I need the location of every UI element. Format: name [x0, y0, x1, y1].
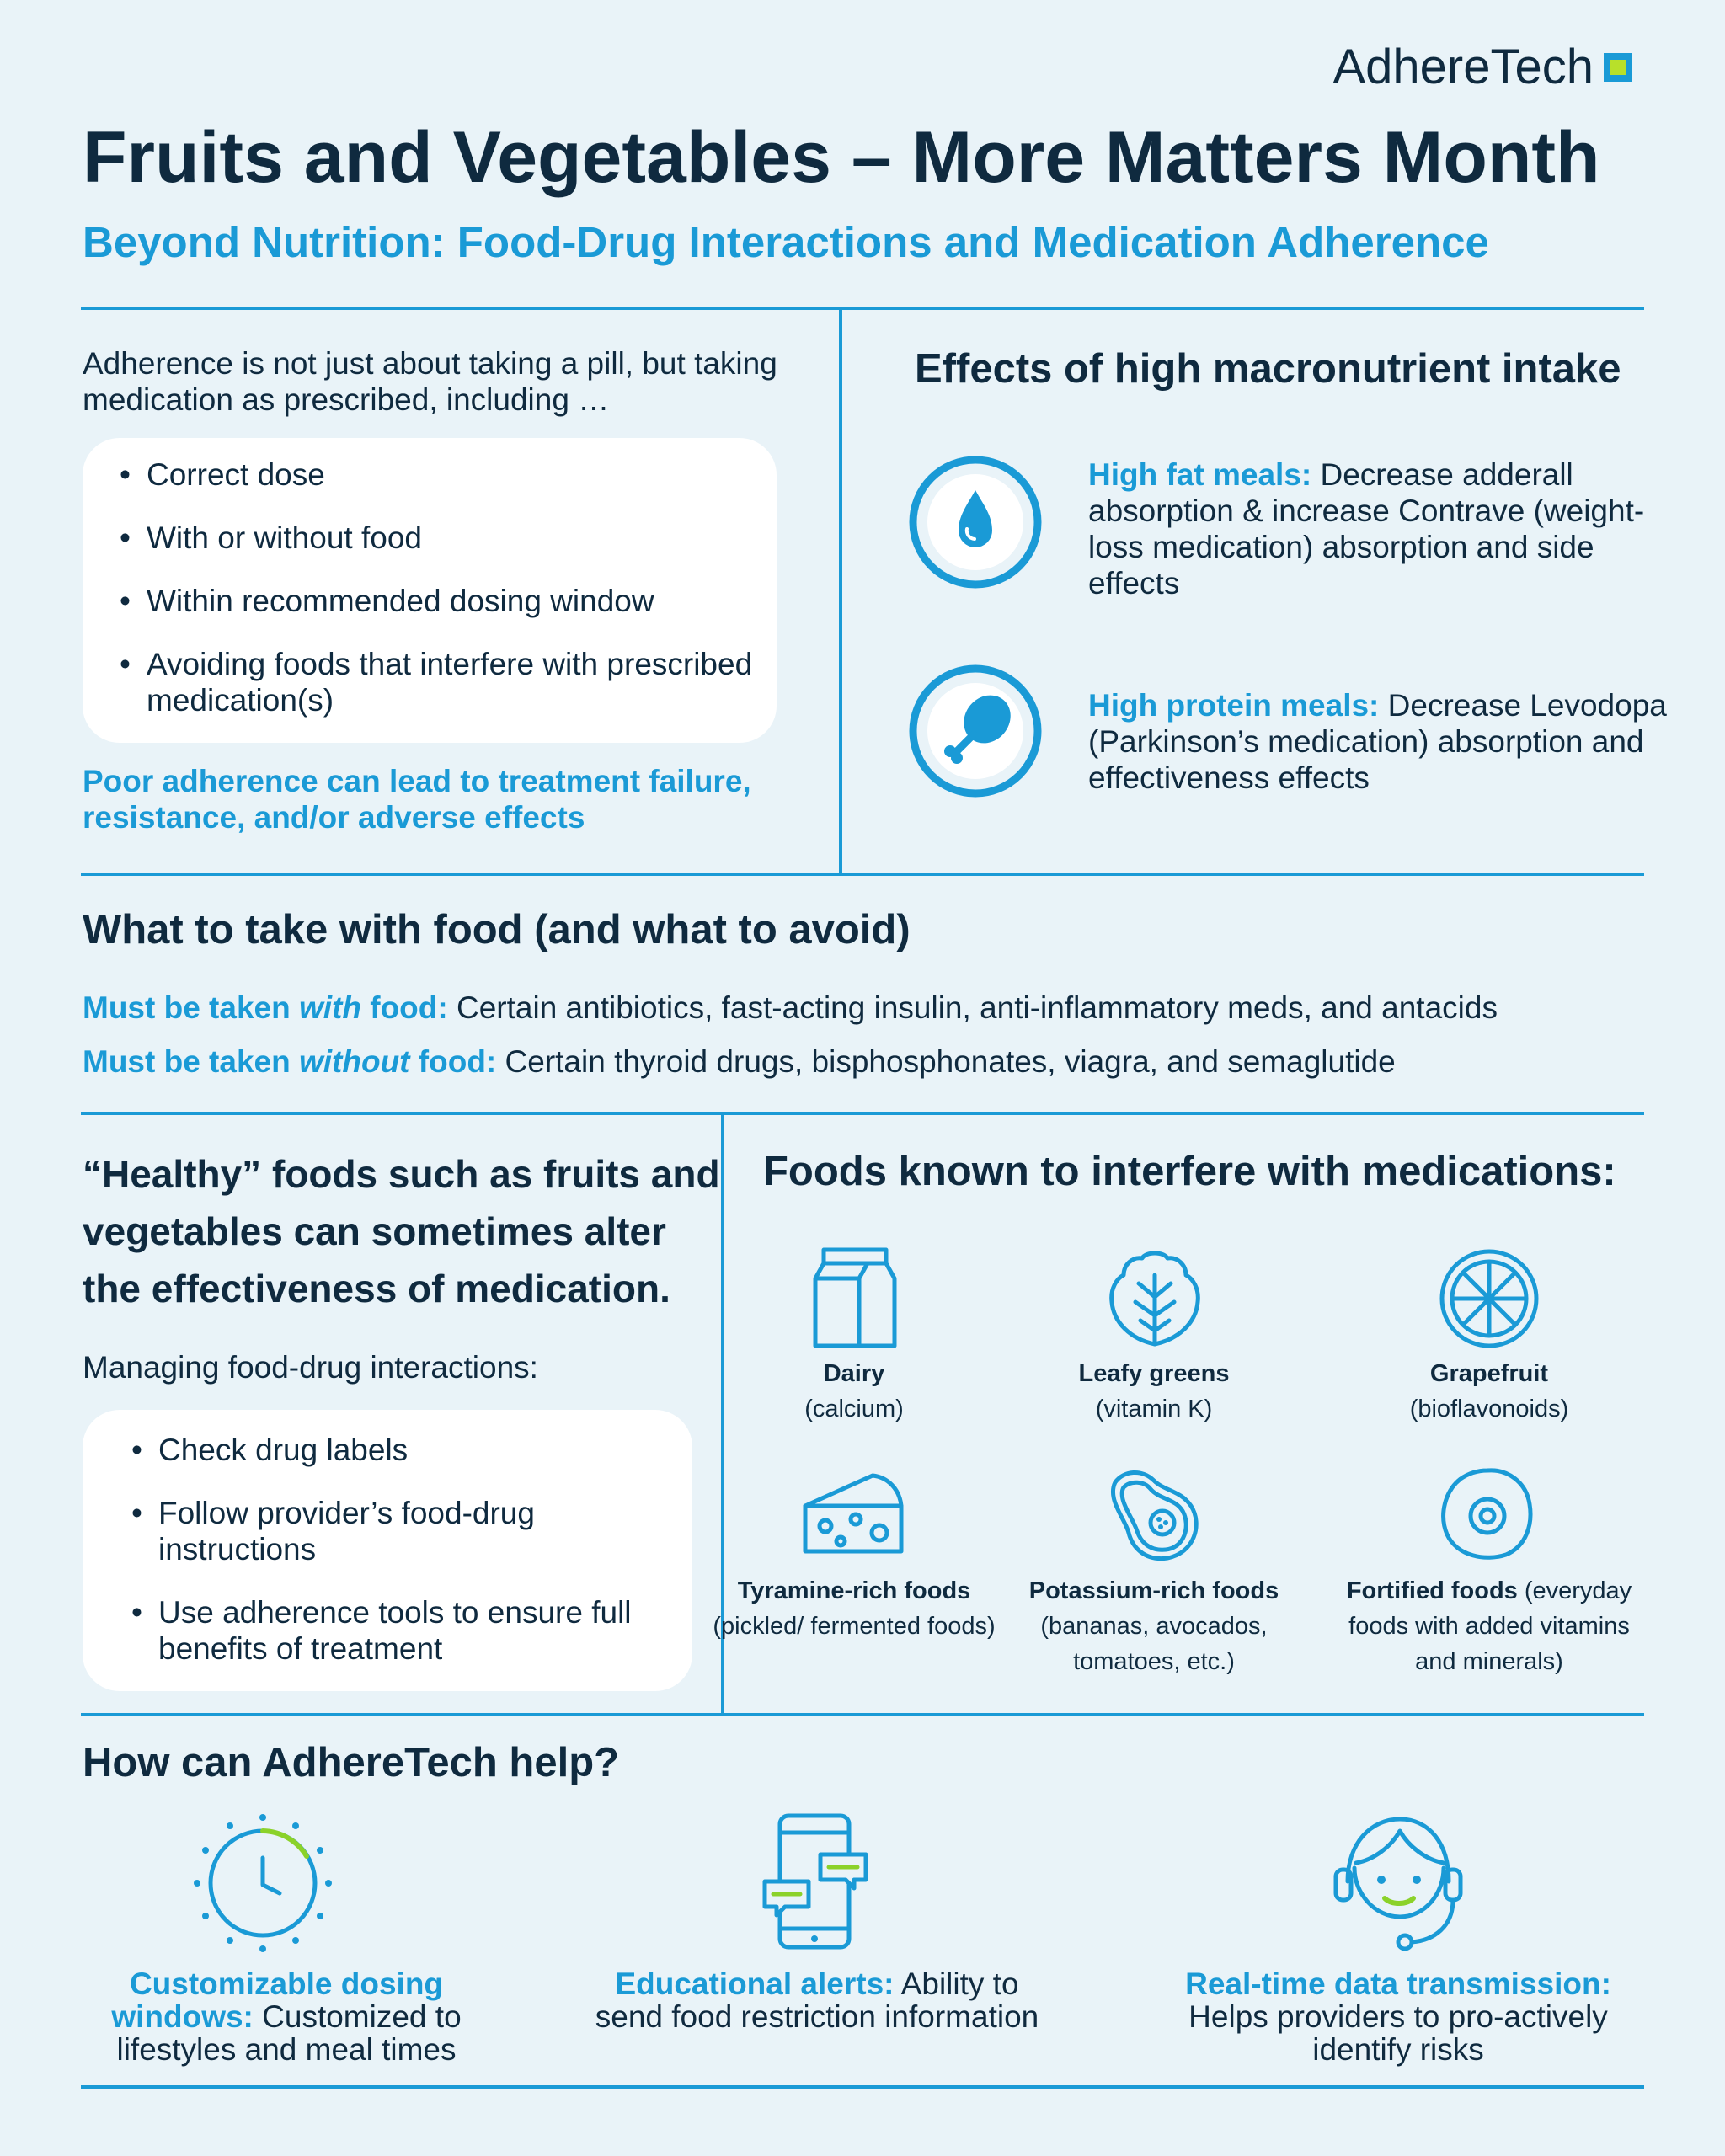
adherence-intro: Adherence is not just about taking a pill, but taking medication as prescribed, including …: [83, 346, 777, 417]
leafy-greens-icon: [1105, 1246, 1204, 1349]
help-item-alerts: [590, 1967, 1044, 2033]
high-fat-desc: Decrease adderall absorption & increase Contrave (weight-loss medication) absorption and side effects: [1088, 457, 1645, 600]
food-grapefruit: [1329, 1356, 1649, 1427]
adherence-list: [120, 456, 760, 745]
milk-carton-icon: [809, 1245, 901, 1351]
divider-top: [81, 307, 1644, 310]
food-fortified: [1329, 1573, 1649, 1679]
high-fat-text: [1088, 456, 1678, 601]
logo-mark-icon: [1604, 53, 1632, 82]
help-label: Customizable dosing windows:: [111, 1967, 444, 2034]
divider-vertical-top: [839, 307, 842, 876]
food-detail: (everyday foods with added vitamins and minerals): [1348, 1577, 1632, 1675]
help-desc: Ability to send food restriction information: [595, 1967, 1039, 2034]
food-dairy: [694, 1356, 1014, 1427]
without-food-line: [83, 1044, 1396, 1080]
managing-label: Managing food-drug interactions:: [83, 1350, 538, 1385]
help-desc: Helps providers to pro-actively identify risks: [1188, 1999, 1608, 2067]
divider-bottom: [81, 1713, 1644, 1716]
food-leafy-greens: [994, 1356, 1314, 1427]
page-subtitle: Beyond Nutrition: Food-Drug Interactions and Medication Adherence: [83, 218, 1489, 266]
help-item-realtime: [1162, 1967, 1634, 2066]
high-protein-desc: Decrease Levodopa (Parkinson’s medication) absorption and effectiveness effects: [1088, 688, 1667, 795]
managing-item: • Check drug labels: [131, 1432, 679, 1468]
food-name: Grapefruit: [1429, 1360, 1549, 1387]
food-potassium: [994, 1573, 1314, 1679]
high-fat-label: High fat meals:: [1088, 457, 1312, 492]
logo: [1332, 39, 1632, 95]
high-protein-label: High protein meals:: [1088, 688, 1380, 723]
managing-item: • Use adherence tools to ensure full benefits of treatment: [131, 1594, 679, 1667]
adherence-card: [83, 438, 777, 743]
help-desc: Customized to lifestyles and meal times: [116, 1999, 462, 2067]
food-detail: (calcium): [804, 1396, 904, 1422]
divider-middle: [81, 873, 1644, 876]
managing-list: [131, 1432, 679, 1694]
support-agent-icon: [1324, 1809, 1472, 1957]
help-item-dosing: [59, 1967, 514, 2066]
adherence-item: • Within recommended dosing window: [120, 583, 760, 619]
with-food-label: Must be taken with food:: [83, 990, 448, 1025]
managing-card: [83, 1410, 692, 1691]
logo-text: AdhereTech: [1332, 40, 1594, 94]
managing-item: • Follow provider’s food-drug instructions: [131, 1495, 679, 1567]
food-detail: (bioflavonoids): [1409, 1396, 1569, 1422]
help-label: Educational alerts:: [615, 1967, 895, 2001]
with-food-desc: Certain antibiotics, fast-acting insulin, anti-inflammatory meds, and antacids: [447, 990, 1498, 1025]
chicken-leg-icon: [908, 664, 1043, 798]
water-drop-icon: [908, 455, 1043, 590]
food-name: Dairy: [823, 1360, 885, 1387]
with-food-heading: What to take with food (and what to avoid): [83, 907, 911, 953]
food-name: Fortified foods: [1346, 1577, 1518, 1604]
grapefruit-icon: [1437, 1246, 1541, 1351]
food-name: Potassium-rich foods: [1028, 1577, 1279, 1604]
adherence-warning: Poor adherence can lead to treatment failure, resistance, and/or adverse effects: [83, 764, 751, 835]
food-name: Leafy greens: [1078, 1360, 1230, 1387]
cheese-icon: [800, 1469, 906, 1556]
macronutrient-heading: Effects of high macronutrient intake: [915, 346, 1621, 392]
with-food-line: [83, 990, 1498, 1026]
food-detail: (pickled/ fermented foods): [713, 1613, 996, 1640]
healthy-heading: “Healthy” foods such as fruits and vegetables can sometimes alter the effectiveness of medication.: [83, 1152, 720, 1310]
foods-heading: Foods known to interfere with medications:: [763, 1149, 1616, 1194]
food-detail: (vitamin K): [1095, 1396, 1213, 1422]
adherence-item: • Correct dose: [120, 456, 760, 493]
divider-footer: [81, 2085, 1644, 2089]
phone-alerts-icon: [760, 1811, 871, 1956]
food-detail: (bananas, avocados, tomatoes, etc.): [1040, 1613, 1268, 1675]
food-tyramine: [694, 1573, 1014, 1644]
without-food-label: Must be taken without food:: [83, 1044, 497, 1079]
page-title: Fruits and Vegetables – More Matters Month: [83, 117, 1600, 198]
help-label: Real-time data transmission:: [1185, 1967, 1611, 2001]
clock-icon: [189, 1809, 337, 1957]
adherence-item: • Avoiding foods that interfere with prescribed medication(s): [120, 646, 760, 718]
without-food-desc: Certain thyroid drugs, bisphosphonates, viagra, and semaglutide: [496, 1044, 1396, 1079]
fried-egg-icon: [1439, 1465, 1536, 1563]
help-heading: How can AdhereTech help?: [83, 1740, 620, 1785]
high-protein-text: [1088, 687, 1678, 796]
avocado-icon: [1103, 1465, 1206, 1563]
adherence-item: • With or without food: [120, 520, 760, 556]
divider-lower: [81, 1112, 1644, 1115]
food-name: Tyramine-rich foods: [737, 1577, 971, 1604]
